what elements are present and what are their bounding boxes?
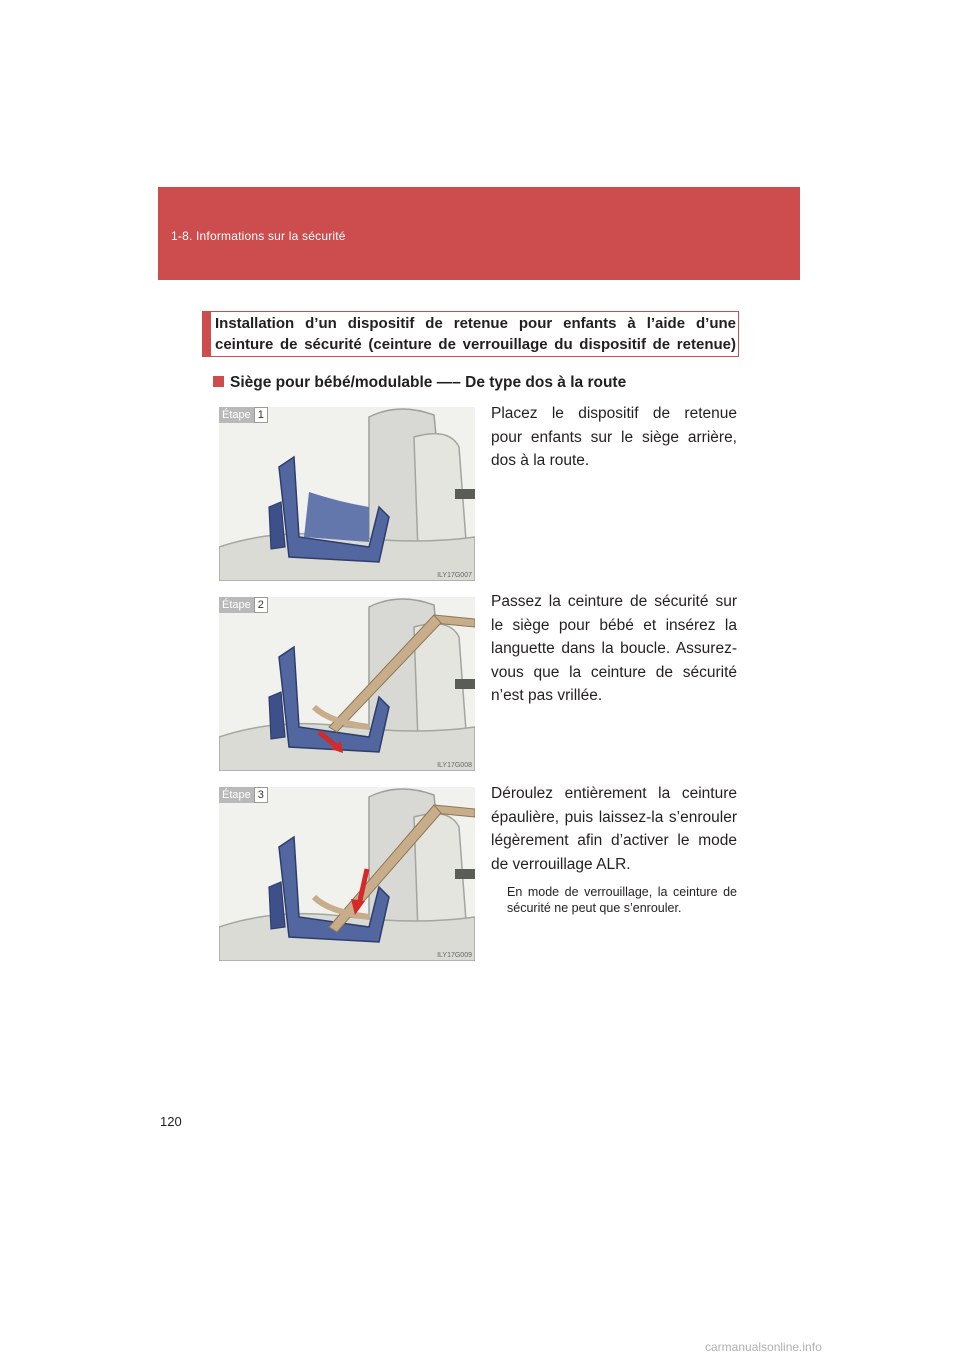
text-line: Passez la ceinture de sécurité sur	[491, 593, 737, 610]
title-line-2: ceinture de sécurité (ceinture de verrouillage du dispositif de retenue)	[215, 336, 736, 353]
step-2-text	[491, 590, 737, 708]
subheading-text: Siège pour bébé/modulable —– De type dos à la route	[230, 374, 627, 391]
step-3-illustration	[219, 787, 475, 961]
step-3-note: En mode de verrouillage, la ceinture de sécurité ne peut que s’enrouler.	[507, 885, 737, 915]
page-number: 120	[160, 1114, 182, 1129]
belt-lock-illustration-icon	[219, 787, 475, 961]
text-line: vous que la ceinture de sécurité	[491, 663, 737, 681]
text-line: n’est pas vrillée.	[491, 687, 603, 704]
step-3-badge	[219, 787, 268, 803]
text-line: le siège pour bébé et insérez la	[491, 616, 737, 634]
step-3-text	[491, 782, 737, 876]
text-line: légèrement afin d’activer le mode	[491, 832, 737, 849]
image-code: ILY17G009	[437, 952, 472, 959]
step-1-illustration	[219, 407, 475, 581]
text-line: Déroulez entièrement la ceinture	[491, 785, 737, 802]
image-code: ILY17G007	[437, 572, 472, 579]
step-2-badge	[219, 597, 268, 613]
title-accent-bar	[202, 311, 211, 357]
watermark: carmanualsonline.info	[705, 1340, 822, 1354]
subheading	[213, 374, 626, 392]
image-code: ILY17G008	[437, 762, 472, 769]
step-label: Étape	[219, 597, 254, 613]
step-number: 3	[254, 787, 268, 803]
child-seat-illustration-icon	[219, 407, 475, 581]
square-bullet-icon	[213, 376, 224, 387]
section-label: 1-8. Informations sur la sécurité	[171, 229, 346, 243]
step-number: 2	[254, 597, 268, 613]
text-line: épaulière, puis laissez-la s’enrouler	[491, 808, 737, 826]
step-1-text	[491, 402, 737, 473]
step-1-badge	[219, 407, 268, 423]
step-2-illustration	[219, 597, 475, 771]
step-label: Étape	[219, 407, 254, 423]
text-line: languette dans la boucle. Assurez-	[491, 640, 737, 657]
title-line-1: Installation d’un dispositif de retenue pour enfants à l’aide d’une	[215, 315, 736, 332]
step-number: 1	[254, 407, 268, 423]
text-line: de verrouillage ALR.	[491, 855, 631, 873]
step-label: Étape	[219, 787, 254, 803]
text-line: Placez le dispositif de retenue	[491, 405, 737, 422]
text-line: pour enfants sur le siège arrière,	[491, 428, 737, 446]
child-seat-belt-illustration-icon	[219, 597, 475, 771]
section-title	[215, 313, 736, 355]
text-line: dos à la route.	[491, 452, 590, 469]
